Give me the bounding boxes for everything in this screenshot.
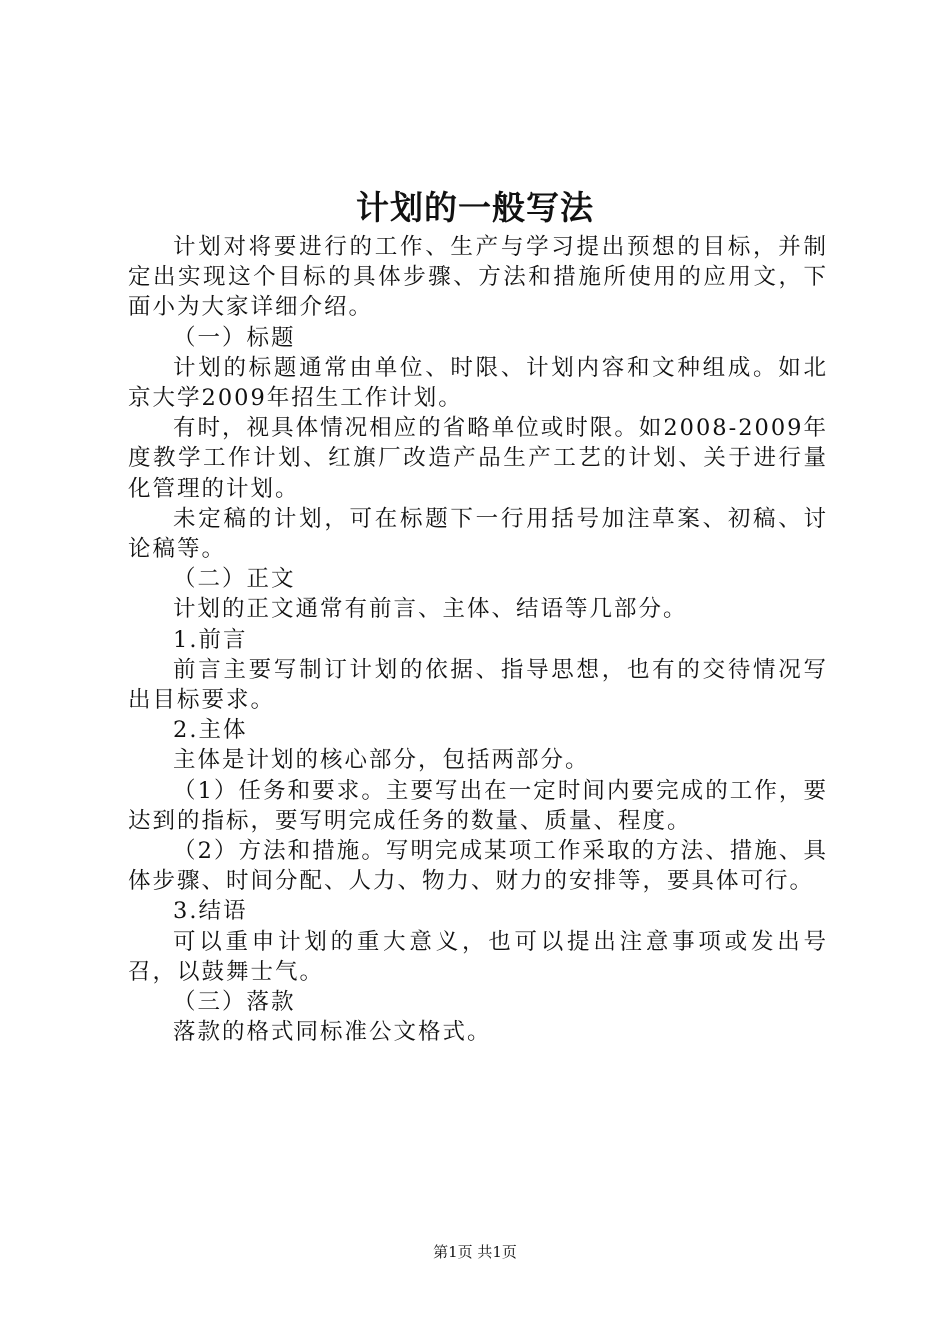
heading-main: 2.主体 (173, 717, 248, 744)
paragraph-title-omission: 有时，视具体情况相应的省略单位或时限。如2008-2009年度教学工作计划、红旗厂改造产品生产工艺的计划、关于进行量化管理的计划。 (128, 415, 828, 502)
paragraph-draft-note: 未定稿的计划，可在标题下一行用括号加注草案、初稿、讨论稿等。 (128, 505, 828, 563)
document-body (128, 232, 828, 1047)
heading-title-section: （一）标题 (173, 324, 296, 351)
paragraph-methods: （2）方法和措施。写明完成某项工作采取的方法、措施、具体步骤、时间分配、人力、物力、财力的安排等，要具体可行。 (128, 838, 828, 895)
paragraph-title-composition: 计划的标题通常由单位、时限、计划内容和文种组成。如北京大学2009年招生工作计划。 (128, 354, 828, 412)
paragraph-main: 主体是计划的核心部分，包括两部分。 (173, 747, 590, 774)
page-number: 第1页 共1页 (433, 1243, 517, 1261)
heading-signature-section: （三）落款 (173, 989, 296, 1016)
heading-conclusion: 3.结语 (173, 898, 248, 925)
paragraph-intro: 计划对将要进行的工作、生产与学习提出预想的目标，并制定出实现这个目标的具体步骤、方法和措施所使用的应用文，下面小为大家详细介绍。 (128, 234, 828, 321)
paragraph-body-parts: 计划的正文通常有前言、主体、结语等几部分。 (173, 596, 688, 623)
paragraph-tasks: （1）任务和要求。主要写出在一定时间内要完成的工作，要达到的指标，要写明完成任务的数量、质量、程度。 (128, 777, 828, 834)
paragraph-preface: 前言主要写制订计划的依据、指导思想，也有的交待情况写出目标要求。 (128, 656, 828, 714)
paragraph-conclusion: 可以重申计划的重大意义，也可以提出注意事项或发出号召，以鼓舞士气。 (128, 928, 828, 985)
heading-body-section: （二）正文 (173, 566, 296, 593)
paragraph-signature: 落款的格式同标准公文格式。 (173, 1019, 492, 1046)
page-title: 计划的一般写法 (356, 188, 594, 227)
heading-preface: 1.前言 (173, 626, 248, 653)
